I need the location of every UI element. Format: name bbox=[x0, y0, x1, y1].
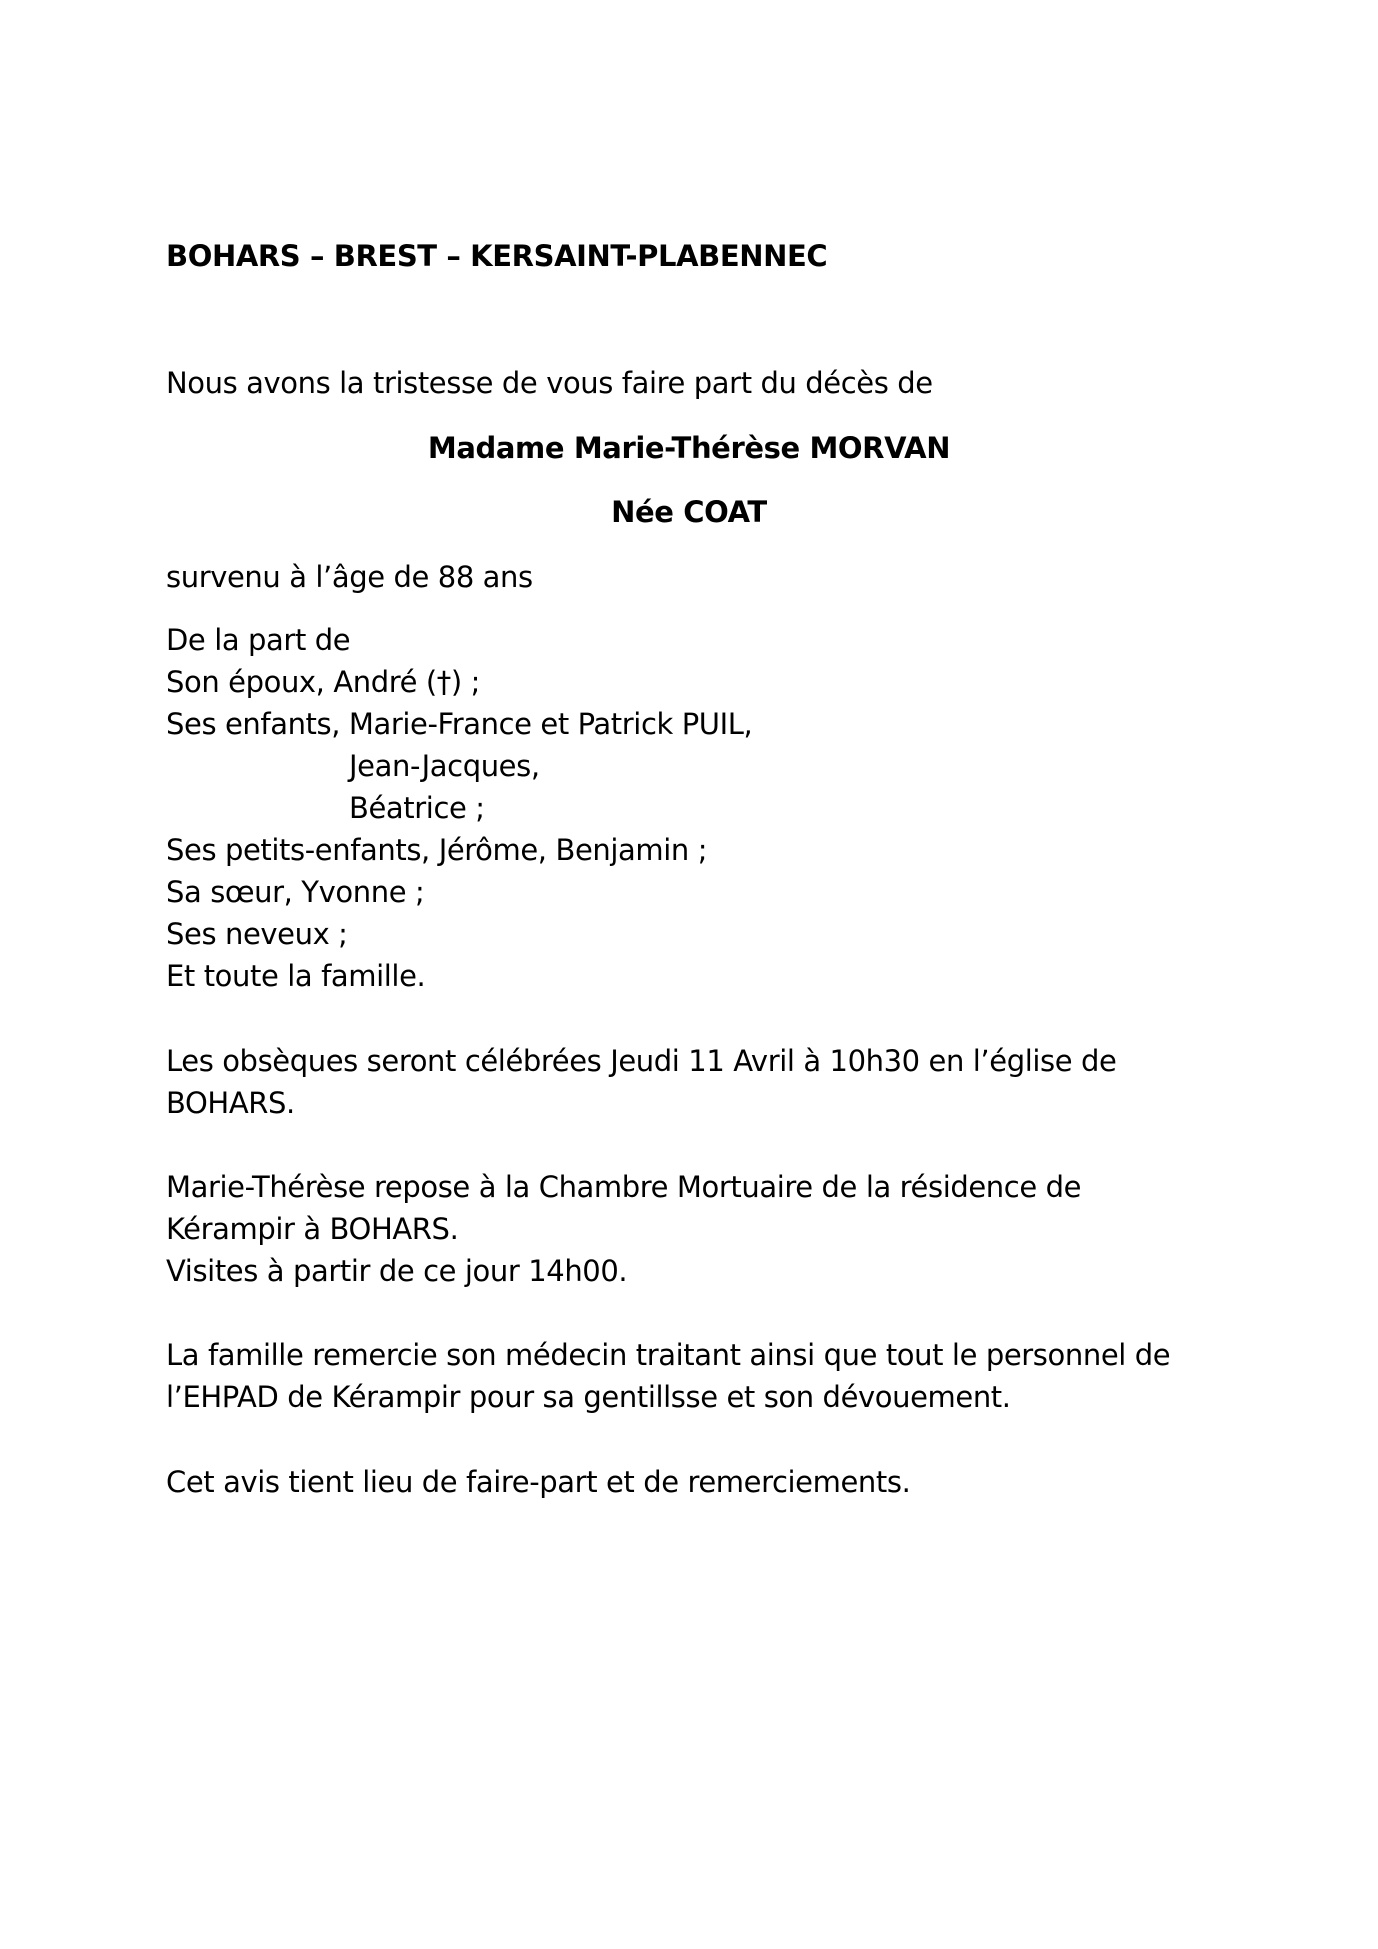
funeral-text: Les obsèques seront célébrées Jeudi 11 Avril à 10h30 en l’église de bbox=[166, 1044, 1117, 1078]
family-grandchildren: Ses petits-enfants, Jérôme, Benjamin ; bbox=[166, 833, 708, 867]
thanks-text-cont: l’EHPAD de Kérampir pour sa gentillsse et son dévouement. bbox=[166, 1380, 1011, 1414]
deceased-name: Madame Marie-Thérèse MORVAN bbox=[427, 431, 951, 465]
maiden-name: Née COAT bbox=[611, 495, 767, 529]
age-text: survenu à l’âge de 88 ans bbox=[166, 560, 533, 594]
resting-text-cont: Kérampir à BOHARS. bbox=[166, 1212, 459, 1246]
funeral-text-cont: BOHARS. bbox=[166, 1086, 295, 1120]
family-children: Ses enfants, Marie-France et Patrick PUIL, bbox=[166, 707, 753, 741]
locations-heading: BOHARS – BREST – KERSAINT-PLABENNEC bbox=[166, 239, 828, 273]
family-sister: Sa sœur, Yvonne ; bbox=[166, 875, 425, 909]
family-heading: De la part de bbox=[166, 623, 351, 657]
family-spouse: Son époux, André (†) ; bbox=[166, 665, 481, 699]
closing-text: Cet avis tient lieu de faire-part et de remerciements. bbox=[166, 1465, 911, 1499]
resting-text: Marie-Thérèse repose à la Chambre Mortuaire de la résidence de bbox=[166, 1170, 1082, 1204]
family-child: Jean-Jacques, bbox=[349, 749, 540, 783]
family-all: Et toute la famille. bbox=[166, 959, 426, 993]
intro-text: Nous avons la tristesse de vous faire part du décès de bbox=[166, 366, 933, 400]
thanks-text: La famille remercie son médecin traitant ainsi que tout le personnel de bbox=[166, 1338, 1171, 1372]
visits-text: Visites à partir de ce jour 14h00. bbox=[166, 1254, 628, 1288]
family-child: Béatrice ; bbox=[349, 791, 485, 825]
family-nephews: Ses neveux ; bbox=[166, 917, 348, 951]
